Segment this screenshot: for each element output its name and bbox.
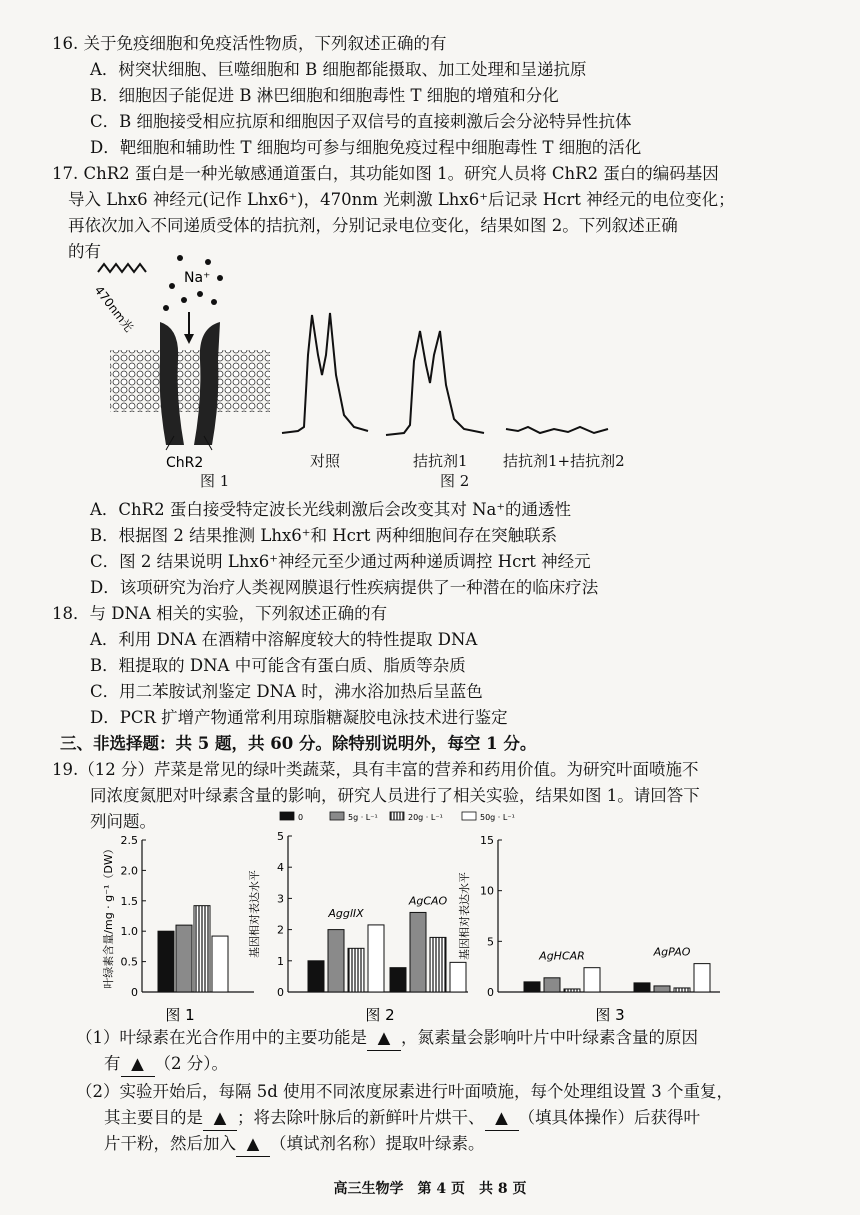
chart-caption-2: 图 3 bbox=[595, 1006, 625, 1024]
q17-stem-line3: 再依次加入不同递质受体的拮抗剂，分别记录电位变化，结果如图 2。下列叙述正确 bbox=[68, 216, 678, 235]
bar-2-1-1 bbox=[654, 986, 670, 992]
bar-1-1-2 bbox=[430, 937, 446, 992]
bar-2-0-2 bbox=[564, 989, 580, 992]
legend-swatch-0 bbox=[280, 812, 294, 820]
bar-1-1-0 bbox=[390, 968, 406, 992]
legend-swatch-1 bbox=[330, 812, 344, 820]
q18-option-d: D．PCR 扩增产物通常利用琼脂糖凝胶电泳技术进行鉴定 bbox=[90, 708, 508, 727]
bar-0-0-2 bbox=[194, 906, 210, 992]
q19-part2-text-c: ；将去除叶脉后的新鲜叶片烘干、 bbox=[237, 1108, 485, 1127]
q18-option-b: B．粗提取的 DNA 中可能含有蛋白质、脂质等杂质 bbox=[90, 656, 466, 675]
q19-answer-blank-5[interactable]: ▲ bbox=[236, 1132, 270, 1157]
figure-1-caption: 图 1 bbox=[200, 472, 230, 490]
q17-option-d: D．该项研究为治疗人类视网膜退行性疾病提供了一种潜在的临床疗法 bbox=[90, 578, 599, 597]
legend-swatch-2 bbox=[390, 812, 404, 820]
category-label-1-0: AgglIX bbox=[328, 906, 364, 920]
light-label: 470nm光 bbox=[91, 283, 137, 335]
chart-figure-3 bbox=[457, 834, 720, 1024]
y-tick-label-2-1: 5 bbox=[487, 935, 494, 949]
legend-label-2: 20g · L⁻¹ bbox=[408, 813, 443, 822]
page-footer: 高三生物学 第 4 页 共 8 页 bbox=[333, 1181, 527, 1197]
trace-label-control: 对照 bbox=[310, 452, 341, 470]
bar-0-0-0 bbox=[158, 931, 174, 992]
legend-label-0: 0 bbox=[298, 813, 304, 822]
q17-option-a: A．ChR2 蛋白接受特定波长光线刺激后会改变其对 Na⁺的通透性 bbox=[90, 500, 572, 519]
q18-option-c: C．用二苯胺试剂鉴定 DNA 时，沸水浴加热后呈蓝色 bbox=[90, 682, 483, 701]
y-tick-label-1-1: 1 bbox=[277, 954, 284, 968]
bar-2-0-0 bbox=[524, 982, 540, 992]
q19-part2-text-b: 其主要目的是 bbox=[104, 1108, 203, 1127]
trace-label-antagonist1: 拮抗剂1 bbox=[413, 452, 468, 470]
legend-label-3: 50g · L⁻¹ bbox=[480, 813, 515, 822]
q19-part1-line1 bbox=[76, 1026, 698, 1051]
bar-0-0-1 bbox=[176, 925, 192, 992]
q19-part1-line2 bbox=[104, 1052, 228, 1077]
figure-2-traces bbox=[278, 295, 628, 445]
trace-label-antagonist1-2: 拮抗剂1+拮抗剂2 bbox=[503, 452, 625, 470]
y-axis-label-0: 叶绿素含量/mg · g⁻¹（DW） bbox=[102, 843, 115, 989]
q17-option-c: C．图 2 结果说明 Lhx6⁺神经元至少通过两种递质调控 Hcrt 神经元 bbox=[90, 552, 591, 571]
figure-1-chr2-diagram bbox=[80, 250, 280, 475]
y-tick-label-2-3: 15 bbox=[480, 834, 494, 847]
y-tick-label-1-2: 2 bbox=[277, 923, 284, 937]
chr2-label: ChR2 bbox=[166, 455, 204, 471]
q19-part2-text-d: （填具体操作）后获得叶 bbox=[518, 1108, 700, 1127]
q16-stem: 16. 关于免疫细胞和免疫活性物质，下列叙述正确的有 bbox=[52, 34, 447, 53]
y-tick-label-1-4: 4 bbox=[277, 861, 284, 875]
chart-figure-2 bbox=[247, 830, 468, 1024]
q17-stem-line4: 的有 bbox=[68, 242, 101, 261]
bar-1-0-3 bbox=[368, 925, 384, 992]
bar-2-0-1 bbox=[544, 978, 560, 992]
y-tick-label-0-3: 1.5 bbox=[120, 894, 138, 908]
y-tick-label-0-0: 0 bbox=[131, 986, 138, 999]
bar-1-0-0 bbox=[308, 961, 324, 992]
trace-antagonist1 bbox=[386, 331, 484, 435]
q19-part1-text-c: 有 bbox=[104, 1054, 121, 1073]
figure-19-charts bbox=[90, 800, 740, 1025]
q19-part2-text-f: （填试剂名称）提取叶绿素。 bbox=[270, 1134, 485, 1153]
q19-stem-line3: 列问题。 bbox=[90, 812, 156, 831]
light-wave-icon bbox=[98, 264, 146, 272]
q16-option-b: B．细胞因子能促进 B 淋巴细胞和细胞毒性 T 细胞的增殖和分化 bbox=[90, 86, 559, 105]
bar-1-0-2 bbox=[348, 948, 364, 992]
q19-part2-line1: （2）实验开始后，每隔 5d 使用不同浓度尿素进行叶面喷施，每个处理组设置 3 个重复， bbox=[76, 1082, 734, 1101]
category-label-2-0: AgHCAR bbox=[539, 949, 585, 963]
bar-1-1-1 bbox=[410, 912, 426, 992]
legend-swatch-3 bbox=[462, 812, 476, 820]
q18-option-a: A．利用 DNA 在酒精中溶解度较大的特性提取 DNA bbox=[90, 630, 478, 649]
y-tick-label-0-5: 2.5 bbox=[120, 834, 138, 847]
q19-answer-blank-2[interactable]: ▲ bbox=[121, 1052, 155, 1077]
y-axis-label-2: 基因相对表达水平 bbox=[458, 872, 471, 960]
figure-2-caption: 图 2 bbox=[440, 472, 470, 490]
q17-option-b: B．根据图 2 结果推测 Lhx6⁺和 Hcrt 两种细胞间存在突触联系 bbox=[90, 526, 558, 545]
y-tick-label-0-4: 2.0 bbox=[120, 864, 138, 878]
bar-2-1-2 bbox=[674, 988, 690, 992]
y-tick-label-1-0: 0 bbox=[277, 986, 284, 999]
section-3-heading: 三、非选择题：共 5 题，共 60 分。除特别说明外，每空 1 分。 bbox=[60, 734, 537, 753]
trace-control bbox=[282, 313, 368, 433]
q19-part1-text-b: ，氮素量会影响叶片中叶绿素含量的原因 bbox=[401, 1028, 698, 1047]
chart-caption-1: 图 2 bbox=[365, 1006, 395, 1024]
y-tick-label-2-0: 0 bbox=[487, 986, 494, 999]
q16-option-a: A．树突状细胞、巨噬细胞和 B 细胞都能摄取、加工处理和呈递抗原 bbox=[90, 60, 587, 79]
y-axis-label-1: 基因相对表达水平 bbox=[248, 870, 261, 958]
bar-0-0-3 bbox=[212, 936, 228, 992]
na-ion-label: Na⁺ bbox=[184, 270, 211, 286]
y-tick-label-1-5: 5 bbox=[277, 830, 284, 843]
y-tick-label-0-1: 0.5 bbox=[120, 955, 138, 969]
bar-2-0-3 bbox=[584, 968, 600, 992]
chart-legend bbox=[280, 812, 515, 822]
bar-2-1-3 bbox=[694, 964, 710, 992]
q19-part2-line2 bbox=[104, 1106, 700, 1131]
q19-answer-blank-3[interactable]: ▲ bbox=[203, 1106, 237, 1131]
q18-stem: 18．与 DNA 相关的实验，下列叙述正确的有 bbox=[52, 604, 388, 623]
chart-figure-1 bbox=[101, 834, 254, 1024]
q19-part2-line3 bbox=[104, 1132, 485, 1157]
bar-1-0-1 bbox=[328, 930, 344, 992]
bar-2-1-0 bbox=[634, 983, 650, 992]
q19-stem-line1: 19.（12 分）芹菜是常见的绿叶类蔬菜，具有丰富的营养和药用价值。为研究叶面喷施不 bbox=[52, 760, 699, 779]
chart-caption-0: 图 1 bbox=[165, 1006, 195, 1024]
trace-antagonist1-2 bbox=[506, 427, 608, 433]
y-tick-label-2-2: 10 bbox=[480, 884, 494, 898]
q19-part2-text-e: 片干粉，然后加入 bbox=[104, 1134, 236, 1153]
category-label-2-1: AgPAO bbox=[653, 945, 691, 959]
membrane-bilayer bbox=[110, 350, 270, 412]
q16-option-d: D．靶细胞和辅助性 T 细胞均可参与细胞免疫过程中细胞毒性 T 细胞的活化 bbox=[90, 138, 642, 157]
q19-answer-blank-4[interactable]: ▲ bbox=[485, 1106, 519, 1131]
q17-stem-line1: 17. ChR2 蛋白是一种光敏感通道蛋白，其功能如图 1。研究人员将 ChR2 蛋白的编码基因 bbox=[52, 164, 719, 183]
category-label-1-1: AgCAO bbox=[408, 894, 448, 908]
q17-stem-line2: 导入 Lhx6 神经元(记作 Lhx6⁺)，470nm 光刺激 Lhx6⁺后记录 Hcrt 神经元的电位变化； bbox=[68, 190, 735, 209]
q16-option-c: C．B 细胞接受相应抗原和细胞因子双信号的直接刺激后会分泌特异性抗体 bbox=[90, 112, 632, 131]
legend-label-1: 5g · L⁻¹ bbox=[348, 813, 378, 822]
q19-part1-text-d: （2 分）。 bbox=[154, 1054, 228, 1073]
q19-answer-blank-1[interactable]: ▲ bbox=[367, 1026, 401, 1051]
y-tick-label-0-2: 1.0 bbox=[120, 925, 138, 939]
y-tick-label-1-3: 3 bbox=[277, 892, 284, 906]
q19-stem-line2: 同浓度氮肥对叶绿素含量的影响，研究人员进行了相关实验，结果如图 1。请回答下 bbox=[90, 786, 700, 805]
q19-part1-text-a: （1）叶绿素在光合作用中的主要功能是 bbox=[76, 1028, 367, 1047]
bar-1-1-3 bbox=[450, 962, 466, 992]
